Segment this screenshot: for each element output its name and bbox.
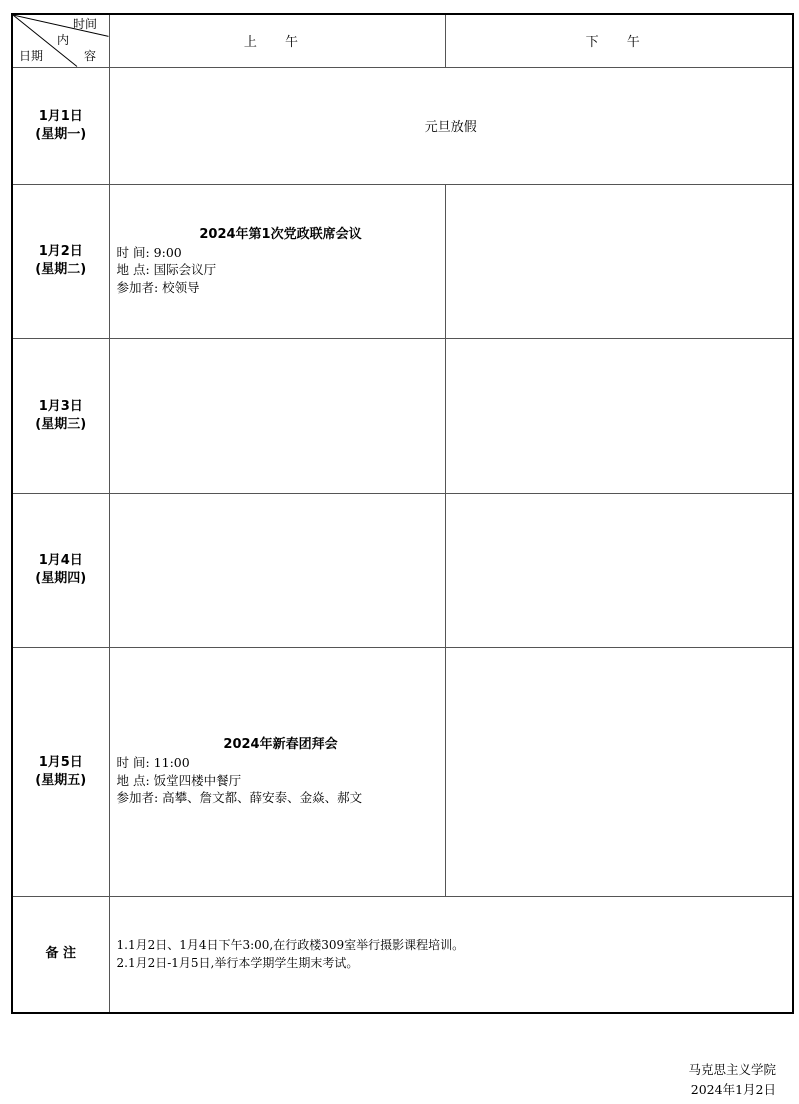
corner-date-label: 日期 <box>19 49 44 63</box>
morning-event-cell <box>109 647 445 896</box>
weekday-text: (星期三) <box>35 416 87 432</box>
date-text: 1月4日 <box>38 553 83 568</box>
afternoon-event-cell <box>445 184 793 338</box>
day-row-jan4 <box>12 493 793 647</box>
morning-event-cell <box>109 493 445 647</box>
header-row <box>12 14 793 67</box>
event-location: 地 点: 饭堂四楼中餐厅 <box>116 772 242 788</box>
morning-column-header: 上 午 <box>109 14 445 67</box>
weekday-text: (星期五) <box>35 772 87 788</box>
notes-content-cell <box>109 896 793 1013</box>
corner-content-label-2: 容 <box>84 49 97 63</box>
date-cell <box>12 184 109 338</box>
event-attendees: 参加者: 校领导 <box>116 279 200 295</box>
morning-event-cell <box>109 338 445 493</box>
afternoon-event-cell <box>445 338 793 493</box>
afternoon-column-header: 下 午 <box>445 14 793 67</box>
day-row-jan2 <box>12 184 793 338</box>
date-cell <box>12 67 109 184</box>
notes-label-cell: 备 注 <box>12 896 109 1013</box>
date-text: 1月3日 <box>38 398 83 414</box>
weekday-text: (星期四) <box>35 571 87 586</box>
event-time: 时 间: 9:00 <box>116 244 182 260</box>
date-cell <box>12 647 109 896</box>
event-location: 地 点: 国际会议厅 <box>116 262 217 278</box>
corner-time-label: 时间 <box>73 17 98 31</box>
weekly-schedule-table <box>11 13 794 1014</box>
holiday-cell: 元旦放假 <box>109 67 793 184</box>
afternoon-event-cell <box>445 493 793 647</box>
event-time: 时 间: 11:00 <box>116 755 190 771</box>
corner-content-label: 内 <box>57 33 70 47</box>
date-cell <box>12 493 109 647</box>
weekday-text: (星期二) <box>35 262 87 277</box>
day-row-jan3 <box>12 338 793 493</box>
day-row-jan5 <box>12 647 793 896</box>
event-attendees: 参加者: 高攀、詹文都、薛安泰、金焱、郝文 <box>116 790 363 806</box>
morning-event-cell <box>109 184 445 338</box>
event-title: 2024年第1次党政联席会议 <box>199 226 362 242</box>
corner-header-cell <box>12 14 109 67</box>
afternoon-event-cell <box>445 647 793 896</box>
notes-row <box>12 896 793 1013</box>
note-item: 2.1月2日-1月5日,举行本学期学生期末考试。 <box>116 956 359 971</box>
date-cell <box>12 338 109 493</box>
signature-org: 马克思主义学院 <box>688 1062 776 1077</box>
event-title: 2024年新春团拜会 <box>223 737 338 753</box>
note-item: 1.1月2日、1月4日下午3:00,在行政楼309室举行摄影课程培训。 <box>116 938 465 953</box>
signature-date: 2024年1月2日 <box>690 1082 776 1097</box>
weekday-text: (星期一) <box>35 126 87 142</box>
date-text: 1月5日 <box>38 754 83 770</box>
date-text: 1月2日 <box>38 244 83 259</box>
date-text: 1月1日 <box>38 108 83 124</box>
day-row-jan1 <box>12 67 793 184</box>
